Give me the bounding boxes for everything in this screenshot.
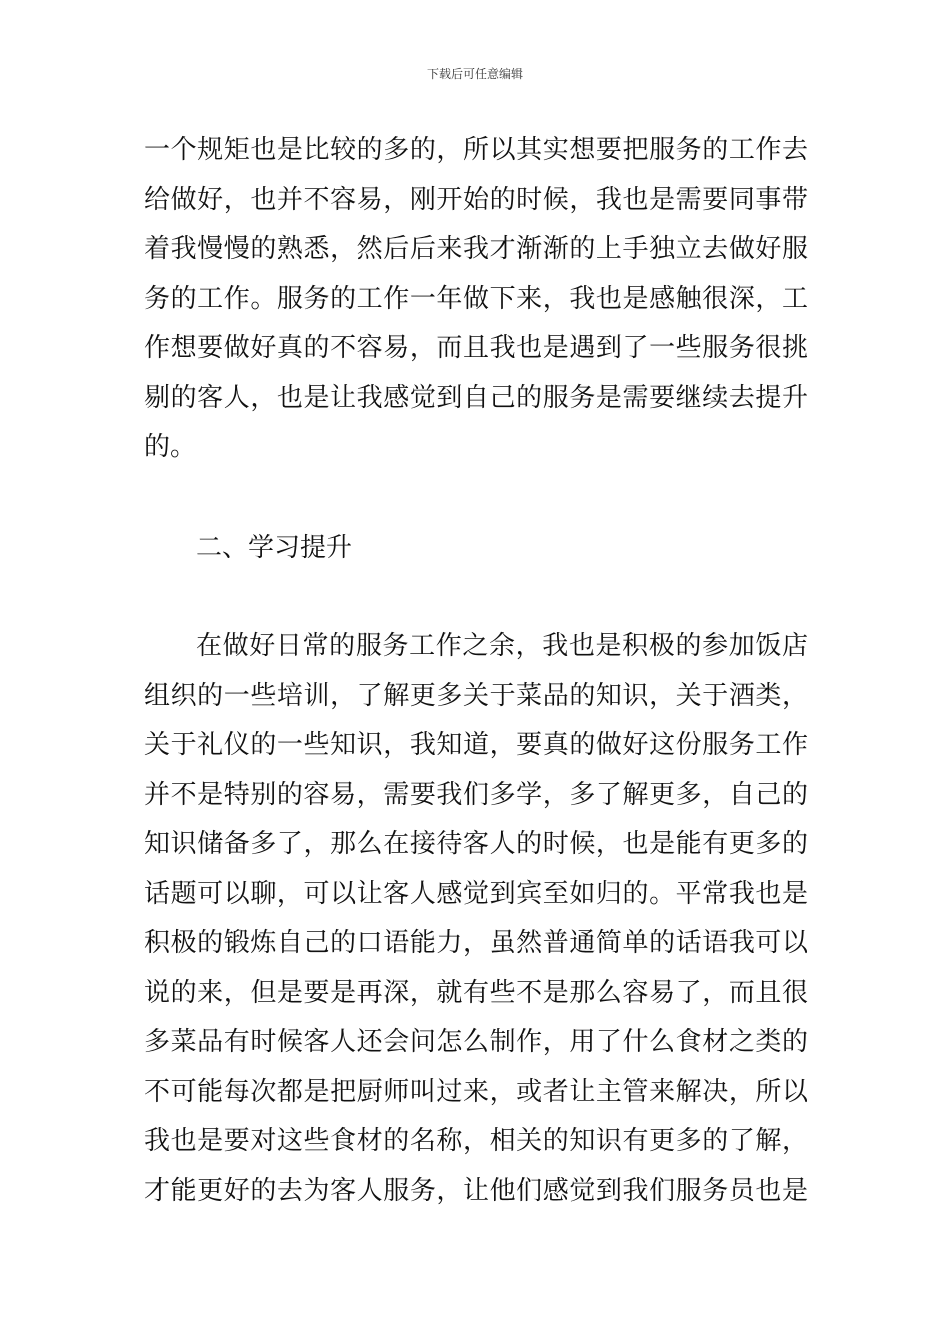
header-note: 下载后可任意编辑 <box>426 67 523 81</box>
paragraph-line: 说的来，但是要是再深，就有些不是那么容易了，而且很 <box>144 977 808 1008</box>
paragraph-line: 我也是要对这些食材的名称，相关的知识有更多的了解， <box>144 1126 808 1156</box>
paragraph-line: 给做好，也并不容易，刚开始的时候，我也是需要同事带 <box>144 184 808 215</box>
paragraph-1 <box>144 126 808 473</box>
paragraph-line: 一个规矩也是比较的多的，所以其实想要把服务的工作去 <box>144 135 808 165</box>
section-heading: 二、学习提升 <box>196 533 353 563</box>
paragraph-line: 务的工作。服务的工作一年做下来，我也是感触很深，工 <box>144 283 808 314</box>
paragraph-line: 剔的客人，也是让我感觉到自己的服务是需要继续去提升 <box>144 382 808 413</box>
paragraph-2 <box>144 622 808 1216</box>
paragraph-line: 着我慢慢的熟悉，然后后来我才渐渐的上手独立去做好服 <box>144 234 808 264</box>
paragraph-line: 作想要做好真的不容易，而且我也是遇到了一些服务很挑 <box>144 333 808 363</box>
paragraph-line: 并不是特别的容易，需要我们多学，多了解更多，自己的 <box>144 779 808 810</box>
paragraph-line: 知识储备多了，那么在接待客人的时候，也是能有更多的 <box>144 829 808 859</box>
paragraph-line: 的。 <box>144 432 197 462</box>
paragraph-line: 才能更好的去为客人服务，让他们感觉到我们服务员也是 <box>144 1175 808 1206</box>
paragraph-line: 积极的锻炼自己的口语能力，虽然普通简单的话语我可以 <box>144 928 808 958</box>
paragraph-line: 不可能每次都是把厨师叫过来，或者让主管来解决，所以 <box>144 1076 808 1107</box>
paragraph-line: 关于礼仪的一些知识，我知道，要真的做好这份服务工作 <box>144 730 808 760</box>
paragraph-line: 话题可以聊，可以让客人感觉到宾至如归的。平常我也是 <box>144 878 808 909</box>
paragraph-line: 在做好日常的服务工作之余，我也是积极的参加饭店 <box>196 631 808 661</box>
paragraph-line: 组织的一些培训，了解更多关于菜品的知识，关于酒类， <box>144 680 808 711</box>
paragraph-line: 多菜品有时候客人还会问怎么制作，用了什么食材之类的 <box>144 1027 808 1057</box>
